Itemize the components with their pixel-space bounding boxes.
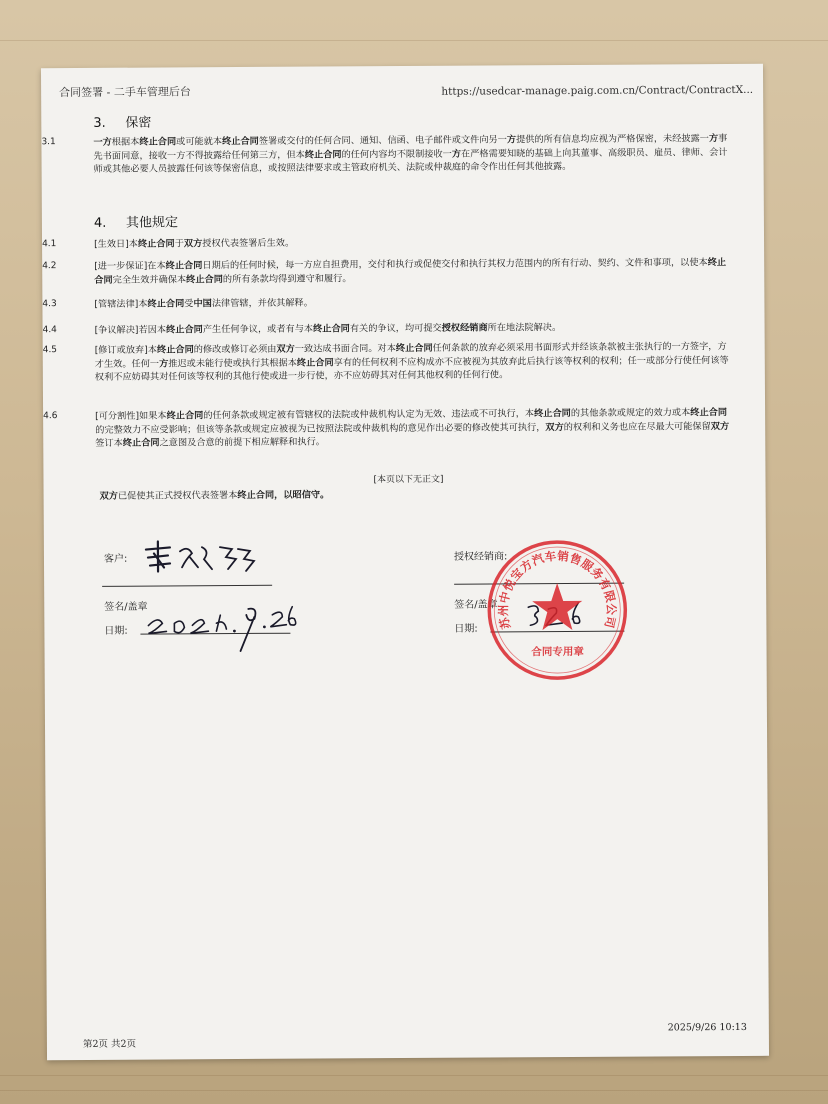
bold-term: 终止合同 [122, 437, 160, 449]
section-4-heading [94, 211, 178, 231]
clause-text [95, 322, 562, 336]
clause-number: 4.3 [42, 299, 57, 310]
text-run: 授权代表签署后生效。 [202, 237, 295, 250]
customer-signature [140, 537, 260, 578]
text-run: [进一步保证]在本 [94, 260, 166, 272]
text-run: 事先书面同意，接收一方不得披露给任何第三方，但本 [93, 133, 728, 162]
clause-number: 4.1 [42, 239, 57, 250]
text-run: 日期后的任何时候，每一方应自担费用，交付和执行或促使交付和执行其权力范围内的所有行动、契约、文件和事项，以使本 [202, 257, 708, 272]
company-seal [482, 535, 633, 686]
section-3-title: 保密 [125, 115, 152, 131]
bold-term: 终止合同 [395, 342, 433, 355]
contract-page [41, 64, 769, 1060]
text-run: [修订或放弃]本 [94, 344, 158, 356]
clause-text [94, 257, 726, 285]
bold-term: 终止合同 [147, 298, 185, 310]
sign-seal-label-left: 签名/盖章 [104, 601, 148, 613]
bold-term: 终止合同，以昭信守。 [237, 489, 330, 502]
bold-term: 终止合同 [166, 324, 203, 336]
print-timestamp: 2025/9/26 10:13 [667, 1021, 747, 1034]
text-run: 有关的争议，均可提交 [349, 322, 442, 335]
bold-term: 终止合同 [222, 135, 259, 148]
section-4-number: 4. [93, 215, 107, 231]
bold-term: 方 [451, 148, 462, 160]
text-run: [生效日]本 [94, 238, 139, 250]
clause-4-3 [42, 294, 730, 311]
text-run: 任何条款的放弃必须采用书面形式并经该条款被主张执行的一方签字，方才生效。任何一 [94, 341, 727, 370]
text-run: 提供的所有信息均应视为严格保密，未经披露一 [516, 133, 710, 146]
text-run: 法律管辖，并依其解释。 [211, 297, 313, 310]
print-header-title: 合同签署 - 二手车管理后台 [59, 85, 191, 100]
text-run: 之意图及合意的前提下相应解释和执行。 [159, 436, 325, 449]
text-run: 产生任何争议，或者有与本 [202, 323, 314, 336]
bold-term: 双方 [183, 238, 203, 250]
clause-number: 3.1 [41, 137, 56, 148]
clause-4-6 [43, 406, 731, 451]
seal-contract-text: 合同专用章 [531, 645, 584, 659]
text-run: 已促使其正式授权代表签署本 [117, 490, 238, 502]
date-label-left: 日期: [104, 625, 128, 637]
bold-term: 终止合同 [313, 323, 350, 335]
clause-4-5 [42, 340, 731, 385]
text-run: 推迟或未能行使或执行其根据本 [168, 357, 297, 370]
text-run: 完全生效并确保本 [112, 273, 187, 286]
clause-4-1 [42, 234, 730, 251]
text-run: 在严格需要知晓的基础上向其董事、高级职员、雇员、律师、会计师或其他必要人员披露任何该等保密信息，或按照法律要求或主管政府机关、法院或仲裁庭的命令作出任何其他披露。 [93, 146, 728, 176]
bold-term: 终止合同 [296, 357, 334, 369]
bold-term: 终止合同 [139, 136, 177, 148]
text-run: 的完整效力不应受影响；但该等条款或规定应被视为已按照法院或仲裁机构的意见作出必要的修改使其可执行， [95, 421, 546, 436]
bold-term: 终止合同 [166, 410, 204, 422]
text-run: 于 [174, 238, 184, 250]
clause-4-4 [42, 320, 731, 337]
dealer-label: 授权经销商: [453, 551, 508, 563]
text-run: 的任何条款或规定被有管辖权的法院或仲裁机构认定为无效、违法或不可执行，本 [203, 408, 535, 422]
bold-term: 终止合同 [304, 148, 342, 161]
sign-seal-label-right: 签名/盖章 [454, 599, 498, 611]
text-run: 一致达成书面合同。对本 [294, 343, 396, 355]
text-run: 的权利和义务也应在尽最大可能保留 [563, 420, 711, 433]
handwritten-date [144, 601, 304, 654]
text-run: [管辖法律]本 [94, 298, 148, 310]
text-run: 的任何内容均不限制接收一 [341, 148, 452, 160]
clause-text [94, 298, 313, 310]
clause-text [94, 238, 294, 250]
clause-4-2 [42, 256, 730, 287]
date-label-right: 日期: [454, 623, 478, 635]
section-3-number: 3. [93, 115, 106, 131]
section-4-title: 其他规定 [125, 215, 178, 231]
clause-3-1 [41, 132, 729, 177]
text-run: 签署或交付的任何合同、通知、信函、电子邮件或文件向另一 [258, 134, 507, 147]
clause-number: 4.6 [43, 411, 58, 422]
bold-term: 授权经销商 [441, 322, 488, 334]
witness-statement [100, 486, 330, 501]
clause-text [95, 341, 729, 383]
bold-term: 中国 [193, 298, 212, 310]
text-run: 的所有条款均得到遵守和履行。 [222, 272, 352, 285]
text-run: [可分割性]如果本 [95, 410, 167, 422]
bold-term: 双方 [545, 421, 564, 433]
bold-term: 终止合同 [690, 407, 728, 419]
seal-company-name: 苏州中悦宝方汽车销售服务有限公司 [496, 548, 619, 631]
bold-term: 双方 [276, 343, 295, 355]
print-header-url: https://usedcar-manage.paig.com.cn/Contract/ContractX... [441, 83, 754, 98]
clause-text [95, 407, 729, 449]
text-run: 享有的任何权利不应构成亦不应被视为其放弃此后执行该等权利的权利；任一或部分行使任何该等权利不应妨碍其对任何该等权利的其他行使或进一步行使，亦不应妨碍其对任何其他权利的任何行使。 [94, 354, 729, 384]
text-run: 所在地法院解决。 [487, 322, 562, 334]
clause-number: 4.5 [42, 345, 58, 356]
text-run: 根据本 [111, 136, 140, 148]
bold-term: 双方 [710, 420, 730, 432]
bold-term: 方 [159, 358, 169, 370]
bold-term: 终止合同 [186, 273, 223, 285]
clause-text [93, 133, 727, 175]
bold-term: 终止合同 [165, 260, 203, 272]
text-run: 受 [184, 298, 194, 310]
text-run: [争议解决]若因本 [94, 324, 167, 336]
customer-signature-line [102, 585, 272, 587]
bold-term: 方 [708, 133, 719, 145]
bold-term: 方 [506, 134, 517, 146]
bold-term: 一方 [93, 136, 112, 148]
bold-term: 终止合同 [534, 407, 571, 420]
text-run: 或可能就本 [176, 136, 223, 148]
page-number: 第2页 共2页 [82, 1038, 137, 1050]
section-3-heading [93, 112, 151, 131]
customer-label: 客户: [103, 553, 128, 565]
bold-term: 终止合同 [137, 238, 175, 250]
text-run: 的修改或修订必须由 [193, 343, 277, 356]
text-run: 签订本 [95, 437, 123, 450]
clause-number: 4.2 [42, 261, 57, 272]
bold-term: 终止合同 [94, 257, 727, 286]
bold-term: 终止合同 [156, 344, 194, 356]
no-body-text-note: [本页以下无正文] [373, 474, 444, 486]
clause-number: 4.4 [42, 325, 57, 336]
text-run: 的其他条款或规定的效力或本 [570, 407, 691, 419]
bold-term: 双方 [99, 490, 119, 502]
